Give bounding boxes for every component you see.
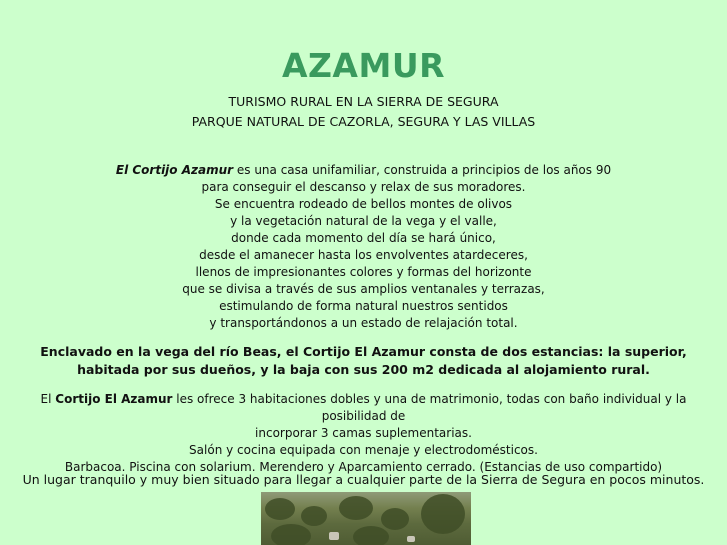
intro-first-line-text: es una casa unifamiliar, construida a principios de los años 90	[233, 163, 612, 177]
description-prefix: El	[40, 392, 56, 406]
intro-lead: El Cortijo Azamur	[115, 163, 234, 177]
photo-rock	[407, 536, 415, 542]
photo-tree	[271, 524, 311, 545]
intro-first-line	[0, 162, 727, 179]
intro-paragraph	[0, 162, 727, 332]
intro-line: que se divisa a través de sus amplios ventanales y terrazas,	[182, 282, 545, 296]
description-line: incorporar 3 camas suplementarias.	[255, 426, 472, 440]
description-paragraph	[10, 391, 717, 476]
intro-line: y transportándonos a un estado de relajación total.	[209, 316, 518, 330]
intro-line: para conseguir el descanso y relax de sus moradores.	[201, 180, 526, 194]
subtitle-park: PARQUE NATURAL DE CAZORLA, SEGURA Y LAS VILLAS	[191, 114, 536, 129]
photo-tree	[353, 526, 389, 545]
description-line: Salón y cocina equipada con menaje y electrodomésticos.	[189, 443, 538, 457]
photo-tree	[381, 508, 409, 530]
enclave-paragraph: Enclavado en la vega del río Beas, el Cortijo El Azamur consta de dos estancias: la superior, habitada por sus dueños, y la baja con sus 200 m2 dedicada al alojamiento rural.	[40, 344, 687, 377]
intro-line: Se encuentra rodeado de bellos montes de olivos	[214, 197, 513, 211]
description-bold-name: Cortijo El Azamur	[55, 392, 173, 406]
subtitle-tourism: TURISMO RURAL EN LA SIERRA DE SEGURA	[228, 94, 499, 109]
photo-rock	[329, 532, 339, 540]
photo-tree	[301, 506, 327, 526]
description-line: Barbacoa. Piscina con solarium. Merendero y Aparcamiento cerrado. (Estancias de uso compartido)	[64, 460, 663, 474]
closing-paragraph: Un lugar tranquilo y muy bien situado para llegar a cualquier parte de la Sierra de Segura en pocos minutos.	[22, 472, 705, 487]
photo-tree	[339, 496, 373, 520]
intro-line: llenos de impresionantes colores y formas del horizonte	[195, 265, 532, 279]
intro-line: desde el amanecer hasta los envolventes atardeceres,	[199, 248, 528, 262]
page-title: AZAMUR	[281, 46, 446, 85]
description-first-text: les ofrece 3 habitaciones dobles y una de matrimonio, todas con baño individual y la posibilidad de	[172, 392, 687, 423]
landscape-photo	[261, 492, 471, 545]
photo-tree	[421, 494, 465, 534]
photo-tree	[265, 498, 295, 520]
intro-line: y la vegetación natural de la vega y el valle,	[230, 214, 497, 228]
description-first-line	[10, 391, 717, 425]
intro-line: estimulando de forma natural nuestros sentidos	[219, 299, 508, 313]
intro-line: donde cada momento del día se hará único,	[231, 231, 496, 245]
